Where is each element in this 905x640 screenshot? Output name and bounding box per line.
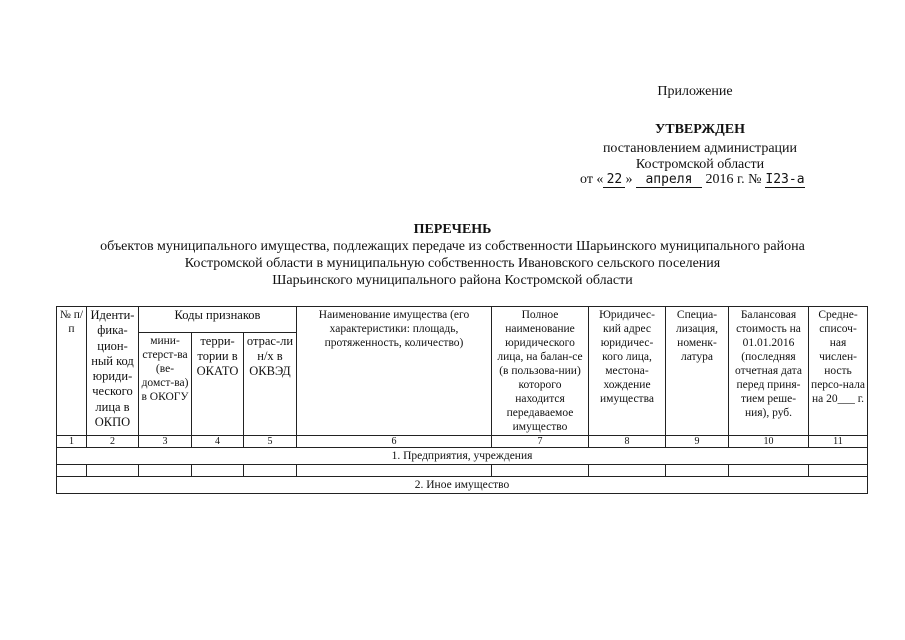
table-cell bbox=[589, 465, 666, 477]
column-number: 6 bbox=[297, 436, 492, 448]
approved-line-1: постановлением администрации bbox=[602, 141, 798, 156]
column-number: 10 bbox=[729, 436, 809, 448]
header-col-address: Юридичес-кий адрес юридичес-кого лица, местона-хождение имущества bbox=[589, 307, 666, 436]
table-cell bbox=[244, 465, 297, 477]
property-table bbox=[56, 306, 868, 494]
header-col-okpo: Иденти-фика-цион-ный код юриди-ческого лица в ОКПО bbox=[87, 307, 139, 436]
header-col-balance-value: Балансовая стоимость на 01.01.2016 (последняя отчетная дата перед приня-тием реше-ния), руб. bbox=[729, 307, 809, 436]
table-cell bbox=[87, 465, 139, 477]
date-day-field: 22 bbox=[603, 172, 625, 188]
header-col-okved: отрас-ли н/х в ОКВЭД bbox=[244, 332, 297, 435]
section-row-other-property bbox=[57, 477, 868, 494]
table-cell bbox=[297, 465, 492, 477]
column-number: 2 bbox=[87, 436, 139, 448]
table-cell bbox=[729, 465, 809, 477]
table-cell bbox=[57, 465, 87, 477]
header-col-headcount: Средне-списоч-ная числен-ность персо-нала на 20___ г. bbox=[809, 307, 868, 436]
column-number: 4 bbox=[192, 436, 244, 448]
header-col-property-name: Наименование имущества (его характеристики: площадь, протяженность, количество) bbox=[297, 307, 492, 436]
table-row bbox=[57, 465, 868, 477]
appendix-label: Приложение bbox=[657, 84, 733, 99]
header-col-okogu: мини-стерст-ва (ве-домст-ва) в ОКОГУ bbox=[139, 332, 192, 435]
document-subtitle-line-2: Костромской области в муниципальную собственность Ивановского сельского поселения bbox=[184, 256, 721, 271]
header-col-okato: терри-тории в ОКАТО bbox=[192, 332, 244, 435]
column-number: 8 bbox=[589, 436, 666, 448]
document-title: ПЕРЕЧЕНЬ bbox=[413, 222, 492, 237]
document-subtitle-line-3: Шарьинского муниципального района Костромской области bbox=[272, 273, 633, 288]
table-cell bbox=[666, 465, 729, 477]
date-year: 2016 г. № bbox=[705, 172, 762, 187]
date-prefix: от « bbox=[580, 172, 604, 187]
approved-heading: УТВЕРЖДЕН bbox=[654, 122, 746, 137]
column-numbers-row bbox=[57, 436, 868, 448]
header-col-legal-entity: Полное наименование юридического лица, на балан-се (в пользова-нии) которого находится передаваемое имущество bbox=[492, 307, 589, 436]
column-number: 11 bbox=[809, 436, 868, 448]
approved-line-2: Костромской области bbox=[635, 157, 765, 172]
date-month-field: апреля bbox=[636, 172, 702, 188]
date-mid: » bbox=[625, 172, 633, 187]
column-number: 5 bbox=[244, 436, 297, 448]
table-cell bbox=[192, 465, 244, 477]
column-number: 7 bbox=[492, 436, 589, 448]
header-col-specialization: Специа-лизация, номенк-латура bbox=[666, 307, 729, 436]
table-cell bbox=[492, 465, 589, 477]
decree-number-field: I23-а bbox=[765, 172, 805, 187]
document-subtitle-line-1: объектов муниципального имущества, подлежащих передаче из собственности Шарьинского муниципального района bbox=[100, 239, 805, 254]
table-cell bbox=[139, 465, 192, 477]
decree-date-line bbox=[580, 172, 805, 188]
column-number: 9 bbox=[666, 436, 729, 448]
section-row-enterprises bbox=[57, 448, 868, 465]
section-title-enterprises: 1. Предприятия, учреждения bbox=[57, 448, 868, 465]
table-cell bbox=[809, 465, 868, 477]
column-number: 3 bbox=[139, 436, 192, 448]
table-header-row-1 bbox=[57, 307, 868, 333]
column-number: 1 bbox=[57, 436, 87, 448]
header-codes-group: Коды признаков bbox=[139, 307, 297, 333]
section-title-other-property: 2. Иное имущество bbox=[57, 477, 868, 494]
header-col-number: № п/п bbox=[57, 307, 87, 436]
